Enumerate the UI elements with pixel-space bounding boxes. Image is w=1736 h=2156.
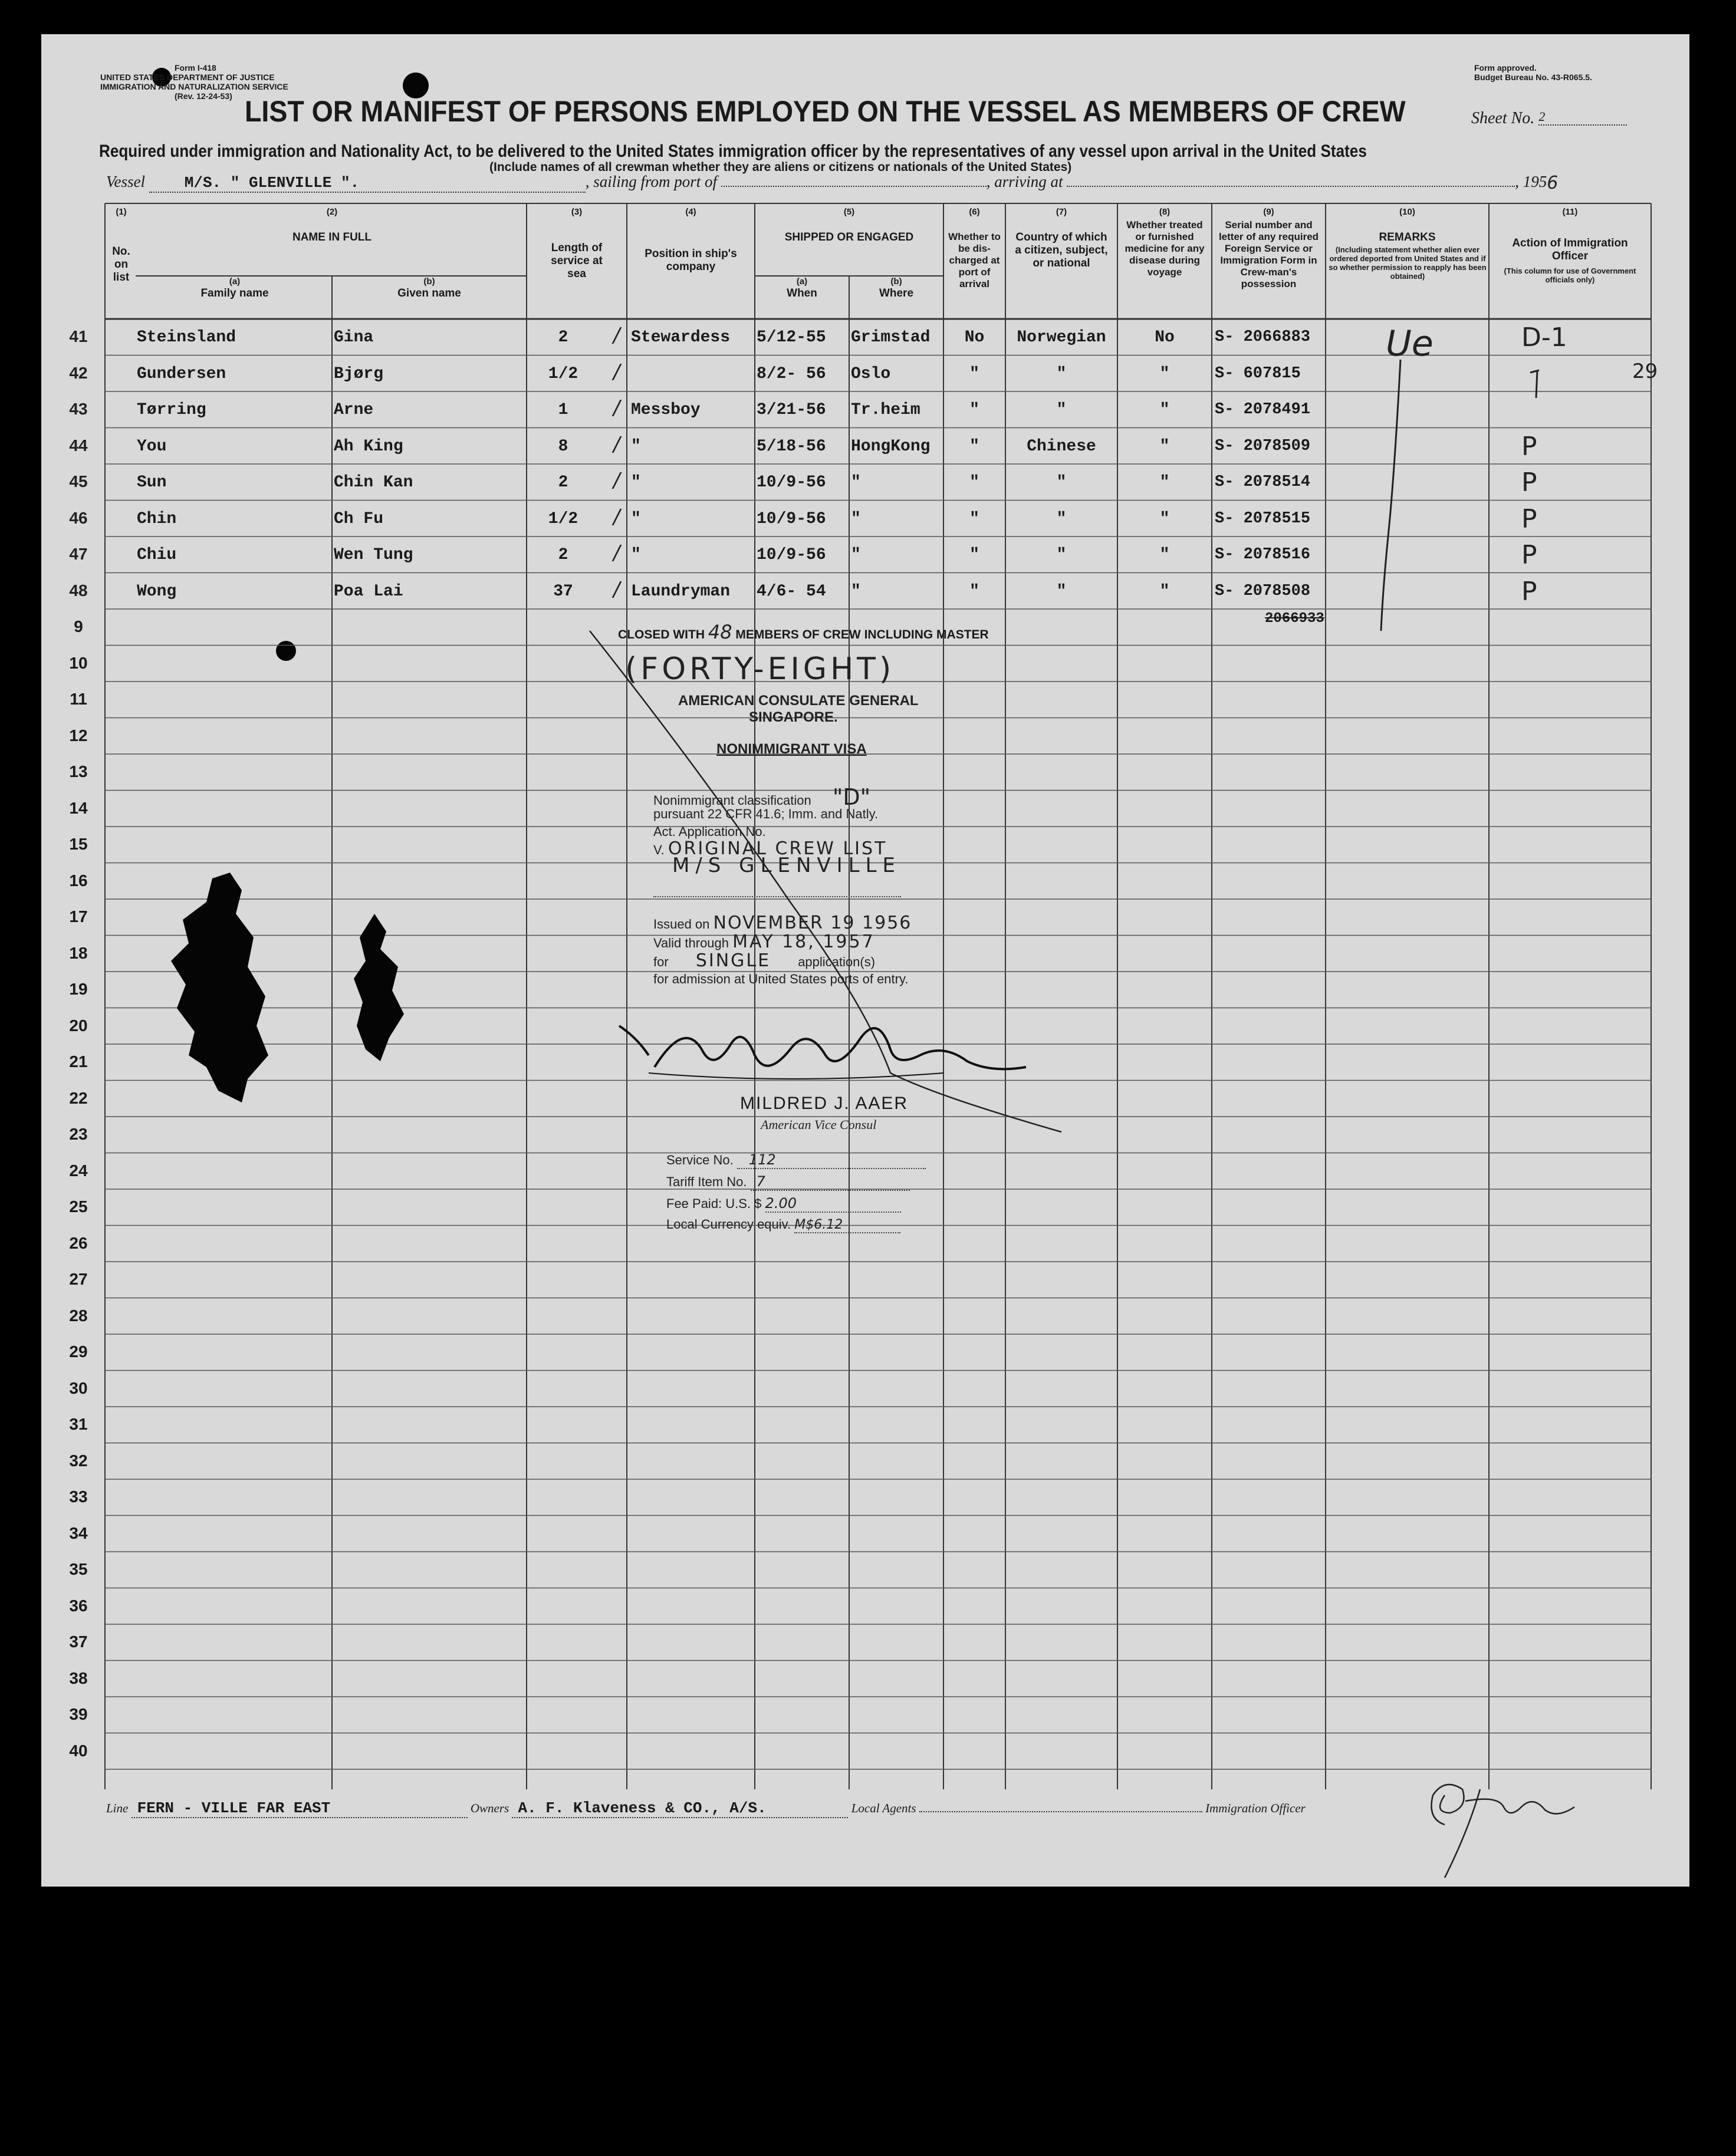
crew-serial: S- 2066883 — [1215, 328, 1311, 346]
col-num-5: (5) — [843, 207, 855, 217]
crew-shipped-where: " — [851, 473, 861, 492]
col-header-no: No. on list — [112, 245, 130, 284]
crew-service-length: 8 — [558, 437, 568, 456]
crew-treated: " — [1159, 582, 1170, 601]
issued-value: NOVEMBER 19 1956 — [713, 913, 912, 933]
officer-label: Immigration Officer — [1205, 1801, 1306, 1815]
row-number: 22 — [69, 1088, 88, 1107]
manifest-title: LIST OR MANIFEST OF PERSONS EMPLOYED ON THE VESSEL AS MEMBERS OF CREW — [245, 95, 1406, 128]
v-line-2: M/S GLENVILLE — [672, 854, 902, 877]
crew-serial: S- 2078491 — [1215, 401, 1311, 419]
crew-treated: " — [1159, 509, 1170, 528]
service-check-mark: / — [613, 432, 620, 456]
crew-discharged: " — [969, 546, 979, 564]
crew-given-name: Ah King — [334, 437, 403, 456]
struck-serial: 2066933 — [1265, 611, 1324, 627]
col-action-note: (This column for use of Government officials only) — [1504, 266, 1636, 284]
crew-given-name: Bjørg — [334, 364, 384, 383]
crew-given-name: Poa Lai — [334, 582, 403, 601]
crew-position: Laundryman — [631, 582, 731, 601]
crew-treated: " — [1159, 546, 1170, 564]
crew-position: " — [631, 437, 641, 456]
col-num-11: (11) — [1562, 207, 1578, 217]
crew-serial: S- 607815 — [1215, 364, 1301, 383]
row-number: 27 — [69, 1270, 88, 1288]
col-header-name: NAME IN FULL — [292, 231, 372, 243]
row-number: 32 — [69, 1451, 88, 1470]
crew-shipped-when: 3/21-56 — [757, 401, 826, 419]
service-check-mark: / — [613, 324, 620, 347]
crew-country: " — [1056, 546, 1067, 564]
issued-row — [653, 913, 912, 933]
row-number: 40 — [69, 1741, 88, 1760]
action-mark: P — [1521, 540, 1537, 570]
agents-label: Local Agents — [851, 1801, 916, 1815]
crew-service-length: 2 — [558, 546, 568, 564]
crew-serial: S- 2078509 — [1215, 437, 1311, 455]
col-header-discharged: Whether to be dis-charged at port of arrival — [948, 231, 1001, 289]
crew-service-length: 2 — [558, 328, 568, 347]
crew-family-name: Chiu — [137, 546, 177, 564]
owners-value: A. F. Klaveness & CO., A/S. — [512, 1799, 848, 1818]
crew-shipped-when: 5/18-56 — [757, 437, 826, 456]
service-check-mark: / — [613, 577, 620, 601]
fee-label: Fee Paid: U.S. $ — [666, 1196, 762, 1211]
service-label: Service No. — [666, 1153, 734, 1167]
crew-shipped-when: 10/9-56 — [757, 509, 826, 528]
crew-treated: No — [1155, 328, 1175, 347]
row-number: 33 — [69, 1487, 88, 1506]
row-number: 38 — [69, 1668, 88, 1687]
row-number: 18 — [69, 943, 88, 962]
crew-treated: " — [1159, 401, 1170, 419]
crew-shipped-where: Grimstad — [851, 328, 931, 347]
admission-line: for admission at United States ports of entry. — [653, 972, 909, 986]
crew-position: Messboy — [631, 401, 701, 419]
col-header-given: Given name — [397, 287, 461, 299]
valid-value: MAY 18, 1957 — [732, 931, 875, 952]
v-line-1: ORIGINAL CREW LIST — [668, 838, 887, 859]
tariff-row — [666, 1173, 910, 1191]
crew-shipped-when: 5/12-55 — [757, 328, 826, 347]
action-mark: P — [1521, 503, 1537, 534]
crew-position: " — [631, 509, 641, 528]
crew-given-name: Wen Tung — [334, 546, 413, 564]
crew-position: " — [631, 546, 641, 564]
crew-country: Norwegian — [1017, 328, 1106, 347]
crew-treated: " — [1159, 364, 1170, 383]
vessel-name: M/S. " GLENVILLE ". — [149, 174, 586, 193]
action-mark: P — [1521, 431, 1537, 462]
local-row — [666, 1217, 900, 1233]
row-number: 31 — [69, 1415, 88, 1433]
service-check-mark: / — [613, 541, 620, 565]
crew-country: Chinese — [1027, 437, 1096, 456]
row-number: 47 — [69, 545, 88, 563]
application-label: application(s) — [798, 954, 876, 969]
action-mark-42 — [1524, 366, 1548, 401]
crew-family-name: Gundersen — [137, 364, 226, 383]
row-number: 19 — [69, 980, 88, 998]
crew-discharged: " — [969, 401, 979, 419]
v-label: V. — [653, 842, 665, 857]
crew-country: " — [1056, 509, 1067, 528]
agency-line-1: UNITED STATES DEPARTMENT OF JUSTICE — [100, 73, 275, 82]
include-line: (Include names of all crewman whether they are aliens or citizens or nationals of the United States) — [489, 160, 1072, 174]
row-number: 17 — [69, 907, 88, 926]
valid-label: Valid through — [653, 936, 729, 950]
row-number: 21 — [69, 1052, 88, 1071]
visa-title: NONIMMIGRANT VISA — [716, 741, 867, 757]
row-number: 42 — [69, 363, 88, 382]
col-num-4: (4) — [685, 207, 696, 217]
crew-country: " — [1056, 582, 1067, 601]
col-header-treated: Whether treated or furnished medicine for any disease during voyage — [1125, 219, 1205, 278]
row-number: 44 — [69, 436, 88, 455]
consul-title: American Vice Consul — [761, 1117, 877, 1132]
valid-row — [653, 931, 875, 952]
col-header-country: Country of which a citizen, subject, or national — [1015, 231, 1108, 269]
row-number: 35 — [69, 1560, 88, 1578]
crew-family-name: You — [137, 437, 167, 456]
issued-label: Issued on — [653, 917, 710, 931]
act-line: Act. Application No. — [653, 824, 766, 839]
col-num-3: (3) — [571, 207, 583, 217]
closing-suffix: MEMBERS OF CREW INCLUDING MASTER — [735, 628, 989, 641]
row-number: 24 — [69, 1161, 88, 1180]
agents-blank — [919, 1811, 1202, 1812]
for-label: for — [653, 954, 669, 969]
line-value: FERN - VILLE FAR EAST — [131, 1799, 468, 1818]
col-header-position: Position in ship's company — [645, 248, 737, 273]
row-number: 26 — [69, 1233, 88, 1252]
row-number: 23 — [69, 1125, 88, 1143]
crew-shipped-where: " — [851, 582, 861, 601]
col-num-2: (2) — [326, 207, 338, 217]
service-row — [666, 1151, 926, 1169]
row-number: 46 — [69, 508, 88, 527]
crew-shipped-where: " — [851, 546, 861, 564]
row-number: 29 — [69, 1342, 88, 1361]
crew-shipped-when: 4/6- 54 — [757, 582, 826, 601]
col-remarks-note: (Including statement whether alien ever ordered deported from United States and if so whether permission to reapply has been obtained) — [1329, 245, 1487, 281]
crew-discharged: " — [969, 509, 979, 528]
crew-shipped-where: Oslo — [851, 364, 891, 383]
row-number: 30 — [69, 1378, 88, 1397]
year-label: , 195 — [1515, 173, 1547, 190]
line-label: Line — [106, 1801, 129, 1815]
form-number: Form I-418 — [175, 63, 216, 73]
service-check-mark: / — [613, 505, 620, 529]
crew-service-length: 2 — [558, 473, 568, 492]
col-header-family: Family name — [200, 287, 269, 299]
row-number: 9 — [74, 617, 83, 636]
row-number: 39 — [69, 1705, 88, 1723]
row-number: 34 — [69, 1523, 88, 1542]
redaction-mark — [345, 908, 416, 1073]
crew-serial: S- 2078516 — [1215, 546, 1311, 564]
crew-shipped-where: Tr.heim — [851, 401, 920, 419]
row-number: 43 — [69, 400, 88, 418]
crew-shipped-when: 8/2- 56 — [757, 364, 826, 383]
col-header-where: Where — [879, 287, 914, 299]
consulate-name: AMERICAN CONSULATE GENERAL — [678, 693, 919, 709]
consul-name: MILDRED J. AAER — [740, 1094, 909, 1113]
budget-bureau: Budget Bureau No. 43-R065.5. — [1474, 73, 1592, 82]
row-number: 13 — [69, 762, 88, 781]
row-number: 37 — [69, 1632, 88, 1651]
crew-service-length: 1/2 — [548, 509, 578, 528]
crew-family-name: Steinsland — [137, 328, 236, 347]
form-approved: Form approved. — [1474, 63, 1537, 73]
col-header-service: Length of service at sea — [551, 242, 603, 280]
classification-label: Nonimmigrant classification — [653, 793, 811, 808]
owners-label: Owners — [470, 1801, 509, 1815]
row-number: 16 — [69, 871, 88, 890]
row-number: 11 — [70, 690, 87, 708]
arriving-label: , arriving at — [986, 173, 1063, 190]
crew-shipped-where: " — [851, 509, 861, 528]
col-num-7: (7) — [1056, 207, 1067, 217]
remark-ditto-line — [1374, 354, 1409, 637]
col-num-9: (9) — [1263, 207, 1274, 217]
crew-discharged: " — [969, 437, 979, 456]
consul-signature — [613, 1014, 1050, 1097]
crew-serial: S- 2078515 — [1215, 509, 1311, 528]
fee-value: 2.00 — [765, 1195, 901, 1213]
crew-given-name: Gina — [334, 328, 374, 347]
col-header-remarks: REMARKS — [1379, 231, 1436, 243]
crew-treated: " — [1159, 473, 1170, 492]
row-number: 41 — [69, 327, 88, 345]
crew-shipped-where: HongKong — [851, 437, 931, 456]
row-number: 14 — [69, 798, 88, 817]
action-mark: D-1 — [1521, 322, 1567, 353]
crew-shipped-when: 10/9-56 — [757, 473, 826, 492]
crew-serial: S- 2078514 — [1215, 473, 1311, 491]
classification-value: "D" — [832, 784, 871, 810]
local-label: Local Currency equiv. — [666, 1217, 791, 1232]
crew-serial: S- 2078508 — [1215, 582, 1311, 600]
sheet-label-text: Sheet No. — [1471, 109, 1535, 127]
closing-prefix: CLOSED WITH — [618, 628, 705, 641]
crew-discharged: " — [969, 473, 979, 492]
fee-row — [666, 1195, 901, 1213]
tariff-value: 7 — [751, 1173, 910, 1191]
remark-handwriting: Ue — [1386, 323, 1433, 364]
redaction-mark — [159, 867, 277, 1114]
col-2a-letter: (a) — [229, 277, 241, 287]
vessel-label: Vessel — [106, 173, 145, 190]
crew-country: " — [1056, 401, 1067, 419]
consulate-city: SINGAPORE. — [749, 709, 838, 725]
crew-service-length: 1 — [558, 401, 568, 419]
row-number: 36 — [69, 1596, 88, 1615]
sheet-number: 2 — [1538, 109, 1627, 126]
stamp-blank-line — [653, 896, 901, 897]
for-row — [653, 950, 875, 971]
local-value: M$6.12 — [794, 1217, 900, 1233]
crew-country: " — [1056, 364, 1067, 383]
closing-words: (FORTY-EIGHT) — [625, 651, 895, 687]
service-check-mark: / — [613, 469, 620, 492]
crew-service-length: 37 — [553, 582, 573, 601]
crew-given-name: Chin Kan — [334, 473, 413, 492]
crew-service-length: 1/2 — [548, 364, 578, 383]
tariff-label: Tariff Item No. — [666, 1174, 747, 1189]
crew-discharged: No — [964, 328, 985, 347]
revision-date: (Rev. 12-24-53) — [175, 91, 232, 101]
row-number: 20 — [69, 1016, 88, 1035]
row-number: 45 — [69, 472, 88, 491]
action-mark: P — [1521, 468, 1537, 498]
row-number: 10 — [69, 653, 88, 672]
officer-signature — [1409, 1760, 1586, 1884]
margin-count: 29 — [1632, 360, 1658, 383]
row-number: 15 — [69, 835, 88, 853]
service-check-mark: / — [613, 360, 620, 384]
col-header-serial: Serial number and letter of any required Foreign Service or Immigration Form in Crew-man's possession — [1218, 219, 1319, 289]
crew-discharged: " — [969, 582, 979, 601]
col-num-10: (10) — [1399, 207, 1415, 217]
col-num-8: (8) — [1159, 207, 1171, 217]
col-header-when: When — [787, 287, 817, 299]
service-value: 112 — [737, 1151, 926, 1169]
col-2b-letter: (b) — [423, 277, 435, 287]
crew-family-name: Chin — [137, 509, 177, 528]
crew-given-name: Arne — [334, 401, 374, 419]
agency-line-2: IMMIGRATION AND NATURALIZATION SERVICE — [100, 82, 288, 91]
row-number: 12 — [69, 726, 88, 745]
crew-family-name: Tørring — [137, 401, 206, 419]
action-mark: P — [1521, 576, 1537, 607]
for-value: SINGLE — [695, 950, 771, 971]
crew-given-name: Ch Fu — [334, 509, 384, 528]
col-header-shipped: SHIPPED OR ENGAGED — [784, 231, 914, 243]
row-number: 25 — [69, 1197, 88, 1216]
crew-family-name: Wong — [137, 582, 177, 601]
row-number: 28 — [69, 1306, 88, 1325]
closing-count: 48 — [708, 621, 732, 643]
col-5a-letter: (a) — [796, 277, 808, 287]
required-line: Required under immigration and Nationality Act, to be delivered to the United States immigration officer by the representatives of any vessel upon arrival in the United States — [99, 141, 1367, 161]
crew-treated: " — [1159, 437, 1170, 456]
crew-discharged: " — [969, 364, 979, 383]
year-digit: 6 — [1547, 173, 1559, 193]
col-num-6: (6) — [969, 207, 980, 217]
col-header-action: Action of Immigration Officer — [1512, 237, 1628, 262]
row-number: 48 — [69, 581, 88, 600]
col-num-1: (1) — [116, 207, 127, 217]
crew-shipped-when: 10/9-56 — [757, 546, 826, 564]
crew-country: " — [1056, 473, 1067, 492]
sailing-label: , sailing from port of — [585, 173, 718, 190]
crew-position: Stewardess — [631, 328, 731, 347]
service-check-mark: / — [613, 396, 620, 420]
col-5b-letter: (b) — [890, 277, 902, 287]
crew-position: " — [631, 473, 641, 492]
crew-family-name: Sun — [137, 473, 167, 492]
pursuant-line: pursuant 22 CFR 41.6; Imm. and Natly. — [653, 807, 879, 821]
